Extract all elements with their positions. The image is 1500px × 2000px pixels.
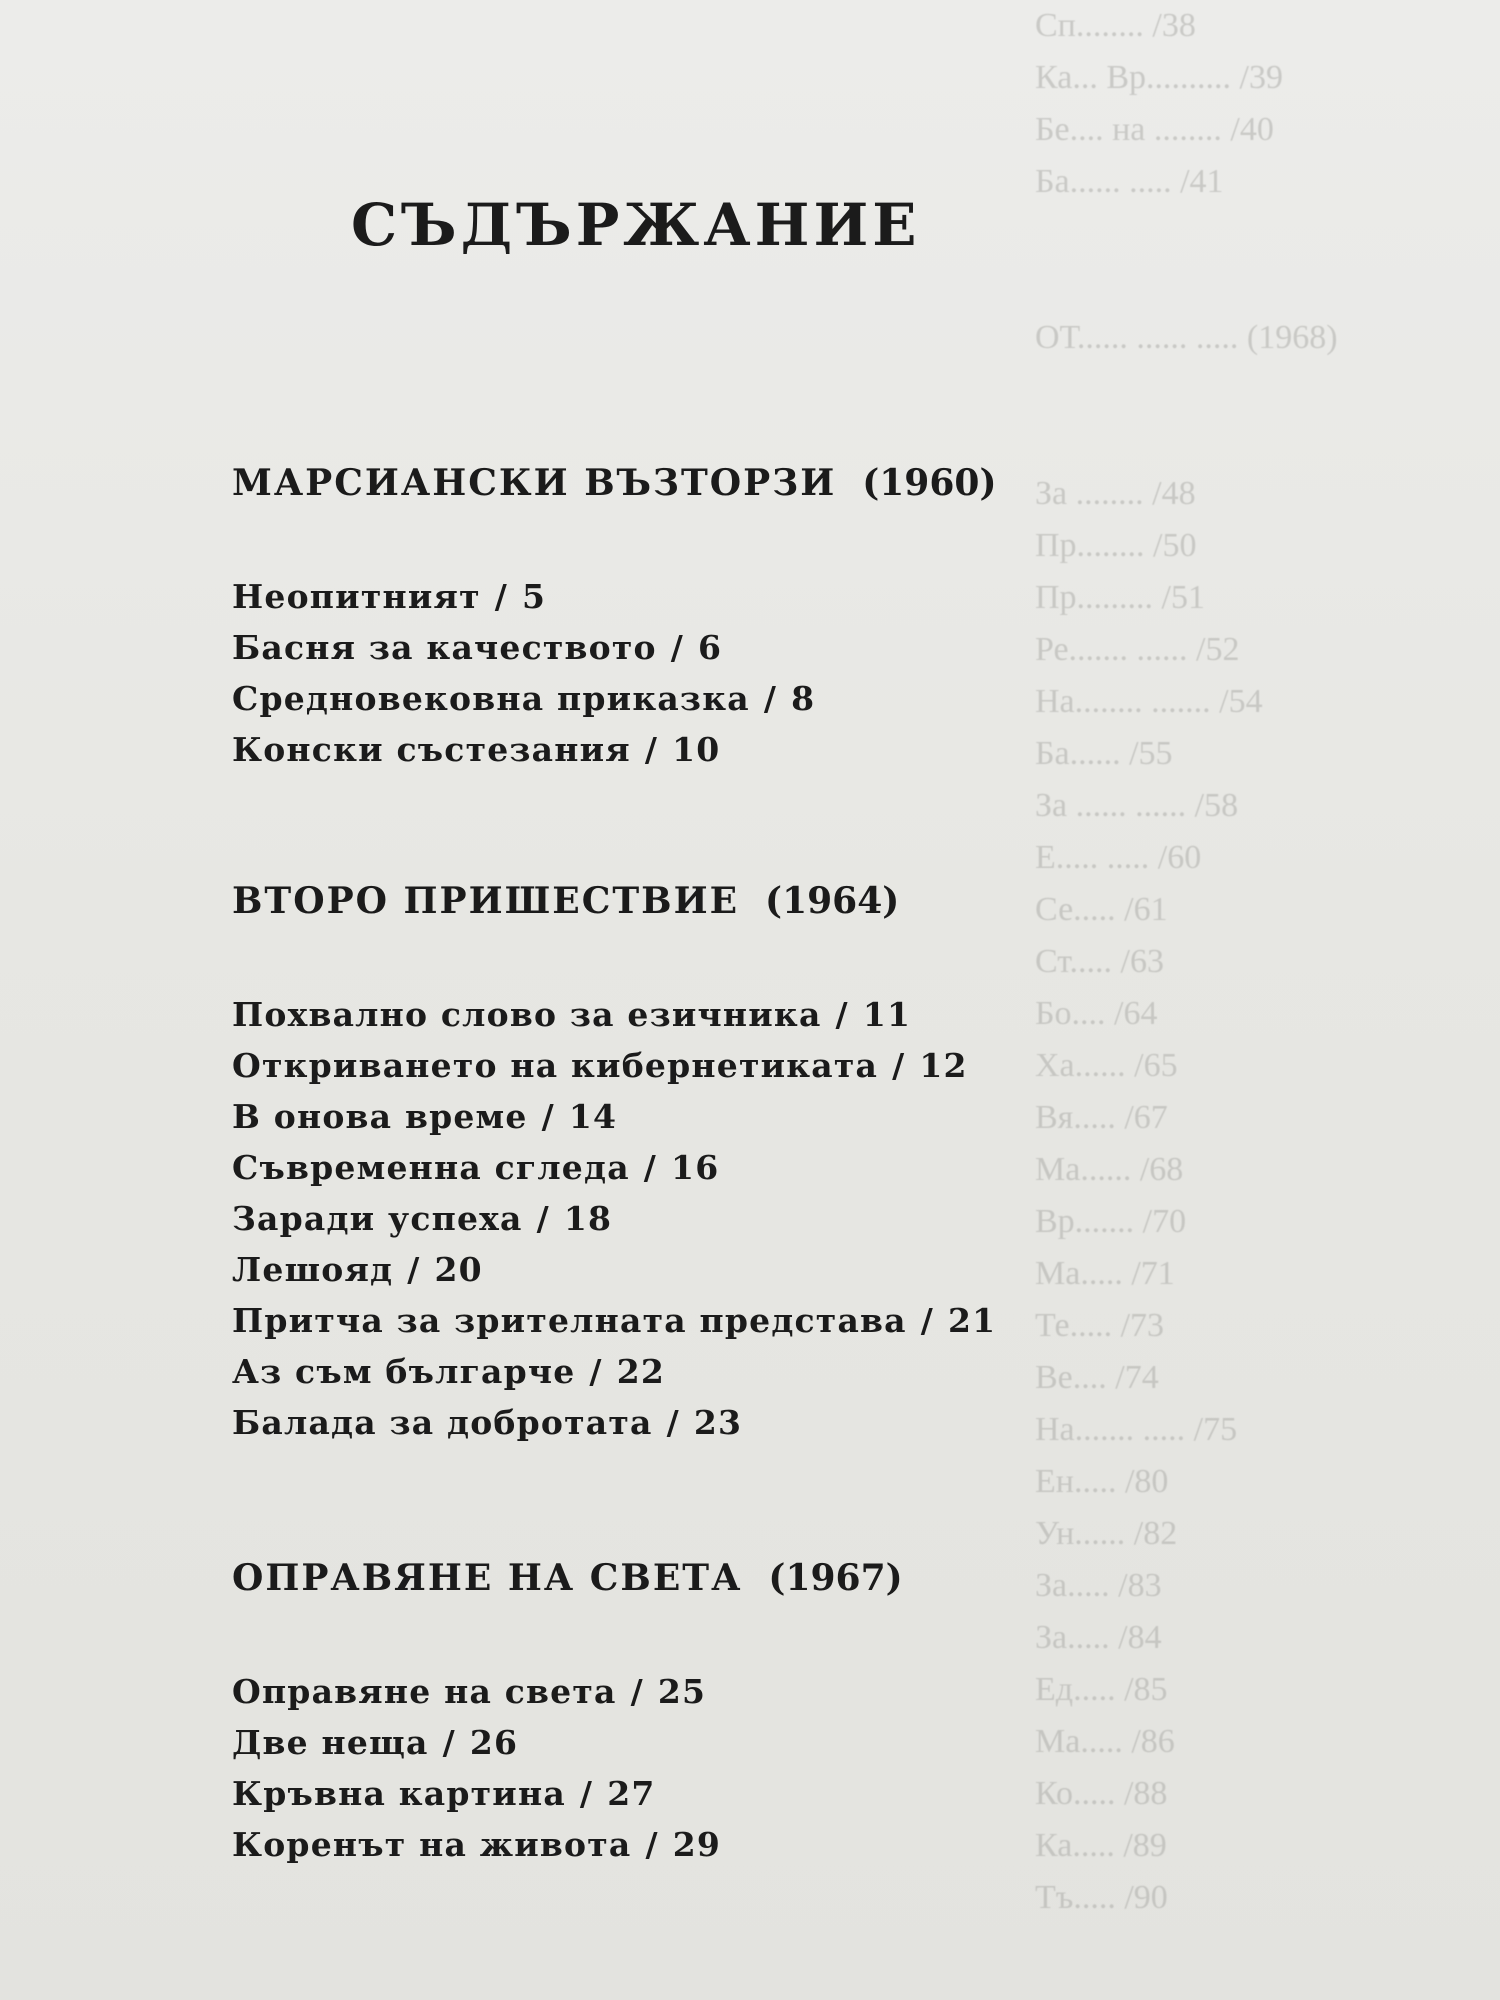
section-heading bbox=[232, 462, 997, 504]
entry-title: Неопитният bbox=[232, 577, 481, 616]
entry-separator: / bbox=[630, 1672, 644, 1711]
entry-separator: / bbox=[643, 1148, 658, 1187]
entry-page-number: 29 bbox=[672, 1825, 722, 1864]
entry-title: Две неща bbox=[232, 1723, 429, 1762]
entry-page-number: 11 bbox=[862, 995, 912, 1034]
toc-entry bbox=[232, 1666, 903, 1717]
toc-entry bbox=[232, 1193, 996, 1244]
entry-title: Конски състезания bbox=[232, 730, 631, 769]
section-heading bbox=[232, 880, 996, 922]
entry-title: Кръвна картина bbox=[232, 1774, 566, 1813]
entry-list bbox=[232, 571, 996, 775]
entry-page-number: 8 bbox=[791, 679, 816, 718]
entry-separator: / bbox=[835, 995, 849, 1034]
entry-separator: / bbox=[670, 628, 684, 667]
toc-section bbox=[232, 462, 997, 775]
section-year: (1967) bbox=[768, 1557, 903, 1599]
entry-title: Аз съм българче bbox=[232, 1352, 576, 1391]
entry-page-number: 20 bbox=[434, 1250, 483, 1289]
entry-page-number: 10 bbox=[672, 730, 721, 769]
entry-title: Откриването на кибернетиката bbox=[232, 1046, 879, 1085]
toc-entry bbox=[232, 1040, 996, 1091]
entry-separator: / bbox=[589, 1352, 603, 1391]
entry-separator: / bbox=[644, 730, 659, 769]
entry-page-number: 21 bbox=[948, 1301, 997, 1340]
entry-separator: / bbox=[645, 1825, 659, 1864]
toc-entry bbox=[232, 1091, 996, 1142]
entry-title: Похвално слово за езичника bbox=[232, 995, 822, 1034]
toc-entry bbox=[232, 1244, 996, 1295]
page-title: СЪДЪРЖАНИЕ bbox=[351, 191, 921, 259]
entry-separator: / bbox=[579, 1774, 594, 1813]
toc-entry bbox=[232, 1295, 996, 1346]
toc-entry bbox=[232, 1717, 903, 1768]
toc-entry bbox=[232, 1768, 903, 1819]
entry-separator: / bbox=[541, 1097, 555, 1136]
entry-page-number: 16 bbox=[671, 1148, 720, 1187]
toc-section bbox=[232, 1557, 903, 1870]
entry-separator: / bbox=[920, 1301, 935, 1340]
entry-title: В онова време bbox=[232, 1097, 528, 1136]
toc-entry bbox=[232, 622, 996, 673]
section-title: ВТОРО ПРИШЕСТВИЕ bbox=[232, 880, 740, 922]
entry-list bbox=[232, 1666, 903, 1870]
entry-page-number: 6 bbox=[698, 628, 723, 667]
entry-title: Съвременна сгледа bbox=[232, 1148, 630, 1187]
entry-separator: / bbox=[494, 577, 508, 616]
toc-entry bbox=[232, 1819, 903, 1870]
section-title: ОПРАВЯНЕ НА СВЕТА bbox=[232, 1557, 743, 1599]
entry-separator: / bbox=[442, 1723, 456, 1762]
entry-title: Балада за добротата bbox=[232, 1403, 653, 1442]
toc-section bbox=[232, 880, 997, 1448]
entry-list bbox=[232, 989, 996, 1448]
toc-entry bbox=[232, 571, 996, 622]
entry-separator: / bbox=[892, 1046, 906, 1085]
entry-title: Заради успеха bbox=[232, 1199, 523, 1238]
entry-page-number: 25 bbox=[657, 1672, 707, 1711]
section-year: (1960) bbox=[862, 462, 997, 504]
entry-page-number: 23 bbox=[693, 1403, 743, 1442]
toc-entry bbox=[232, 1346, 996, 1397]
entry-title: Лешояд bbox=[232, 1250, 394, 1289]
entry-separator: / bbox=[666, 1403, 680, 1442]
toc-entry bbox=[232, 1142, 996, 1193]
entry-title: Средновековна приказка bbox=[232, 679, 750, 718]
entry-page-number: 18 bbox=[563, 1199, 613, 1238]
toc-entry bbox=[232, 1397, 996, 1448]
entry-page-number: 12 bbox=[919, 1046, 968, 1085]
entry-title: Оправяне на света bbox=[232, 1672, 617, 1711]
entry-separator: / bbox=[536, 1199, 550, 1238]
section-heading bbox=[232, 1557, 903, 1599]
entry-title: Коренът на живота bbox=[232, 1825, 632, 1864]
section-title: МАРСИАНСКИ ВЪЗТОРЗИ bbox=[232, 462, 837, 504]
entry-page-number: 26 bbox=[469, 1723, 519, 1762]
entry-separator: / bbox=[763, 679, 778, 718]
bleed-through-text: Сп........ /38 Ка... Вр.......... /39 Бе.... на ........ /40 Ба...... ..... /41 ОТ...... ...... ..... (1968) За ........ /48 Пр........ /50 Пр......... /51 Ре....... ...... /52 На........ ....... /54 Ба...... /55 За ...... ...... /58 Е..... ..... /60 Се..... /61 Ст..... /63 Бо.... /64 Ха...... /65 Вя..... /67 Ма...... /68 Вр....... /70 Ма..... /71 Те..... /73 Ве.... /74 На....... ..... /75 Ен..... /80 Ун...... /82 За..... /83 За..... /84 Ед..... /85 Ма..... /86 Ко..... /88 Ка..... /89 Тъ..... /90 bbox=[1035, 7, 1338, 1916]
entry-separator: / bbox=[407, 1250, 421, 1289]
toc-entry bbox=[232, 724, 996, 775]
toc-entry bbox=[232, 673, 996, 724]
entry-page-number: 5 bbox=[522, 577, 547, 616]
entry-page-number: 27 bbox=[607, 1774, 656, 1813]
entry-title: Басня за качеството bbox=[232, 628, 657, 667]
entry-page-number: 14 bbox=[568, 1097, 618, 1136]
entry-title: Притча за зрителната представа bbox=[232, 1301, 907, 1340]
entry-page-number: 22 bbox=[616, 1352, 666, 1391]
section-year: (1964) bbox=[765, 880, 900, 922]
toc-entry bbox=[232, 989, 996, 1040]
